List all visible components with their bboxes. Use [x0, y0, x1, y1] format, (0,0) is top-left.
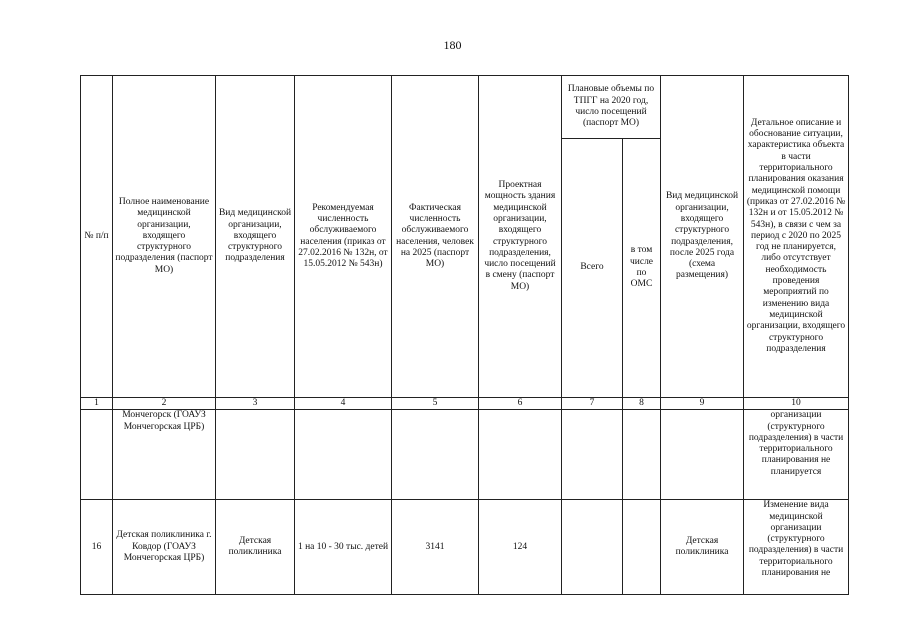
row-total — [562, 500, 623, 595]
row-recommended — [295, 410, 392, 500]
header-description: Детальное описание и обоснование ситуации, характеристика объекта в части территориального планирования оказания медицинской помощи (приказ от 27.02.2016 № 132н и от 15.05.2012 № 543н), в связи с чем за период с 2020 по 2025 год не планируется, либо отсутствует необходимость проведения мероприятий по изменению вида медицинской организации, входящего структурного подразделения — [744, 76, 849, 398]
header-type-after: Вид медицинской организации, входящего структурного подразделения, после 2025 года (схема размещения) — [661, 76, 744, 398]
column-number: 8 — [623, 398, 661, 410]
row-recommended: 1 на 10 - 30 тыс. детей — [295, 500, 392, 595]
row-oms — [623, 410, 661, 500]
column-number: 4 — [295, 398, 392, 410]
row-actual — [392, 410, 479, 500]
table-row — [81, 410, 849, 500]
row-capacity: 124 — [479, 500, 562, 595]
row-description: организации (структурного подразделения) в части территориального планирования не планируется — [744, 410, 849, 500]
row-description: Изменение вида медицинской организации (структурного подразделения) в части территориального планирования не — [744, 500, 849, 595]
row-oms — [623, 500, 661, 595]
header-num: № п/п — [81, 76, 113, 398]
page-number: 180 — [443, 38, 462, 52]
row-type-after — [661, 410, 744, 500]
column-number: 2 — [113, 398, 216, 410]
column-number: 5 — [392, 398, 479, 410]
column-number: 1 — [81, 398, 113, 410]
row-type: Детская поликлиника — [216, 500, 295, 595]
column-number: 3 — [216, 398, 295, 410]
column-number: 7 — [562, 398, 623, 410]
row-name: Детская поликлиника г. Ковдор (ГОАУЗ Мончегорская ЦРБ) — [113, 500, 216, 595]
row-type — [216, 410, 295, 500]
header-capacity: Проектная мощность здания медицинской организации, входящего структурного подразделения, число посещений в смену (паспорт МО) — [479, 76, 562, 398]
row-num: 16 — [81, 500, 113, 595]
header-planned-volumes: Плановые объемы по ТПГГ на 2020 год, число посещений (паспорт МО) — [562, 76, 661, 139]
header-type: Вид медицинской организации, входящего структурного подразделения — [216, 76, 295, 398]
header-name: Полное наименование медицинской организации, входящего структурного подразделения (паспорт МО) — [113, 76, 216, 398]
header-recommended: Рекомендуемая численность обслуживаемого населения (приказ от 27.02.2016 № 132н, от 15.05.2012 № 543н) — [295, 76, 392, 398]
row-total — [562, 410, 623, 500]
header-oms: в том числе по ОМС — [623, 139, 661, 398]
column-number: 9 — [661, 398, 744, 410]
column-numbers-row — [81, 398, 849, 410]
table-row — [81, 500, 849, 595]
header-actual: Фактическая численность обслуживаемого населения, человек на 2025 (паспорт МО) — [392, 76, 479, 398]
row-actual: 3141 — [392, 500, 479, 595]
header-row-1 — [81, 76, 849, 139]
header-total: Всего — [562, 139, 623, 398]
document-table — [80, 75, 849, 595]
row-capacity — [479, 410, 562, 500]
column-number: 6 — [479, 398, 562, 410]
row-num — [81, 410, 113, 500]
row-type-after: Детская поликлиника — [661, 500, 744, 595]
column-number: 10 — [744, 398, 849, 410]
row-name: Мончегорск (ГОАУЗ Мончегорская ЦРБ) — [113, 410, 216, 500]
